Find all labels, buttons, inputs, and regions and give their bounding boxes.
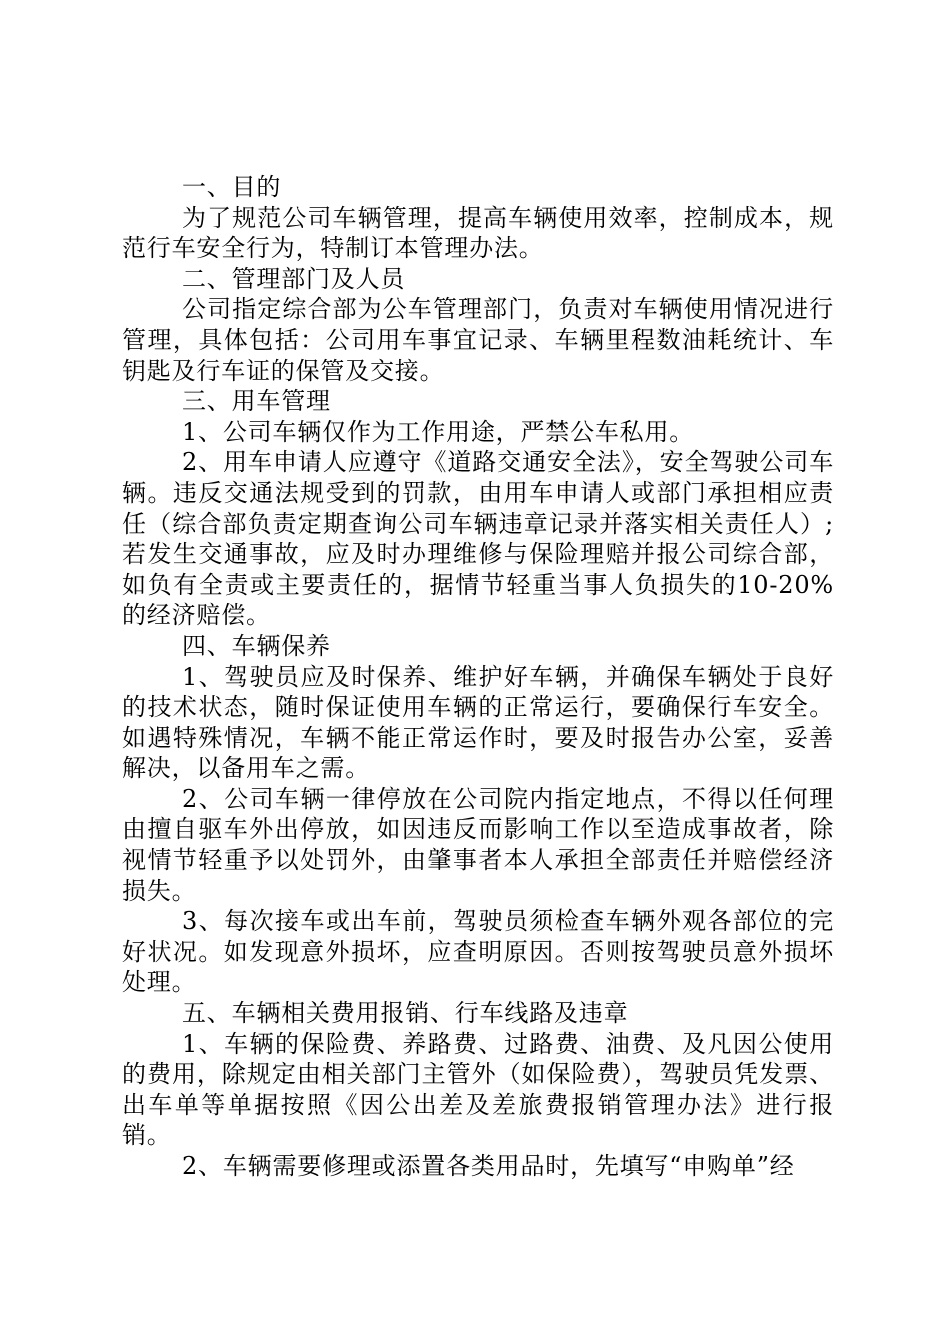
paragraph: 2、公司车辆一律停放在公司院内指定地点，不得以任何理由擅自驱车外出停放，如因违反而影响工作以至造成事故者，除视情节轻重予以处罚外，由肇事者本人承担全部责任并赔偿经济损失。 — [122, 784, 834, 905]
paragraph: 1、公司车辆仅作为工作用途，严禁公车私用。 — [182, 417, 695, 446]
document-page — [122, 172, 834, 1182]
section-purpose — [122, 172, 834, 264]
section-vehicle-use — [122, 386, 834, 631]
section-heading: 二、管理部门及人员 — [182, 264, 406, 293]
paragraph: 2、用车申请人应遵守《道路交通安全法》，安全驾驶公司车辆。违反交通法规受到的罚款，由用车申请人或部门承担相应责任（综合部负责定期查询公司车辆违章记录并落实相关责任人）;若发生交通事故，应及时办理维修与保险理赔并报公司综合部，如负有全责或主要责任的，据情节轻重当事人负损失的10-20%的经济赔偿。 — [122, 448, 834, 630]
paragraph: 1、驾驶员应及时保养、维护好车辆，并确保车辆处于良好的技术状态，随时保证使用车辆的正常运行，要确保行车安全。如遇特殊情况，车辆不能正常运作时，要及时报告办公室，妥善解决，以备用车之需。 — [122, 662, 834, 783]
section-expenses — [122, 998, 834, 1182]
section-heading: 五、车辆相关费用报销、行车线路及违章 — [182, 999, 629, 1028]
section-maintenance — [122, 631, 834, 998]
paragraph: 3、每次接车或出车前，驾驶员须检查车辆外观各部位的完好状况。如发现意外损坏，应查明原因。否则按驾驶员意外损坏处理。 — [122, 907, 834, 997]
paragraph: 1、车辆的保险费、养路费、过路费、油费、及凡因公使用的费用，除规定由相关部门主管外（如保险费），驾驶员凭发票、出车单等单据按照《因公出差及差旅费报销管理办法》进行报销。 — [122, 1029, 834, 1150]
paragraph: 2、车辆需要修理或添置各类用品时，先填写“申购单”经 — [182, 1152, 795, 1180]
section-management-dept — [122, 264, 834, 386]
section-heading: 一、目的 — [182, 173, 282, 201]
paragraph: 为了规范公司车辆管理，提高车辆使用效率，控制成本，规范行车安全行为，特制订本管理办法。 — [122, 203, 834, 263]
paragraph: 公司指定综合部为公车管理部门，负责对车辆使用情况进行管理，具体包括：公司用车事宜记录、车辆里程数油耗统计、车钥匙及行车证的保管及交接。 — [122, 295, 834, 385]
section-heading: 三、用车管理 — [182, 387, 331, 416]
section-heading: 四、车辆保养 — [182, 631, 331, 660]
